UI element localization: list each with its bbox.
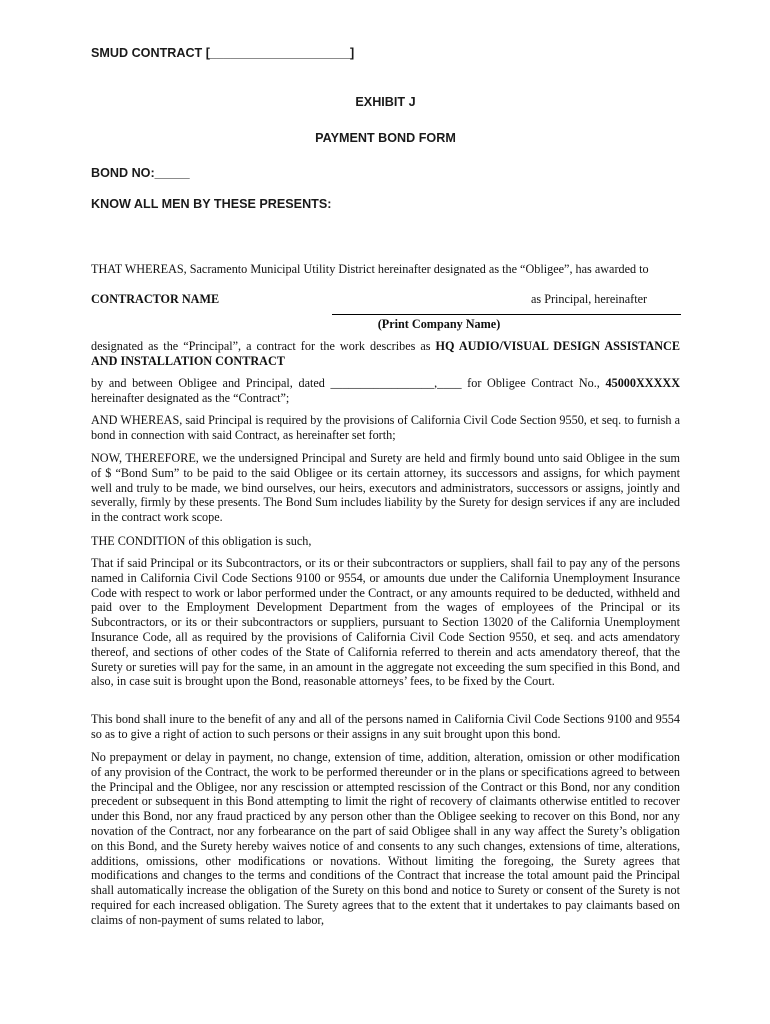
condition-paragraph: THE CONDITION of this obligation is such, bbox=[91, 534, 312, 548]
whereas-awarded-line: THAT WHEREAS, Sacramento Municipal Utility District hereinafter designated as the “Obligee”, has awarded to bbox=[91, 262, 649, 276]
contractor-name-label bbox=[91, 292, 219, 307]
contract-number-value: 45000XXXXX bbox=[605, 376, 680, 390]
that-if-paragraph: That if said Principal or its Subcontractors, or its or their subcontractors or suppliers, shall fail to pay any of the persons named in California Civil Code Sections 9100 or 9554, or amounts due under the California Unemployment Insurance Code with respect to work or labor performed under the Contract, or any amounts required to be deducted, withheld and paid over to the Employment Development Department from the wages of employees of the Principal or its Subcontractors, or its or their subcontractors or suppliers, pursuant to Section 13020 of the California Unemployment Insurance Code, all as required by the provisions of California Civil Code Section 9550, et seq. and acts amendatory thereof, and sections of other codes of the State of California referred to therein and acts amendatory thereof, that the Surety or sureties will pay for the same, in an amount in the aggregate not exceeding the sum specified in this Bond, and also, in case suit is brought upon the Bond, reasonable attorneys’ fees, to be fixed by the Court. bbox=[91, 556, 680, 689]
now-therefore-paragraph: NOW, THEREFORE, we the undersigned Principal and Surety are held and firmly bound unto said Obligee in the sum of $ “Bond Sum” to be paid to the said Obligee or its certain attorney, its successors and assigns, for which payment well and truly to be made, we bind ourselves, our heirs, executors and administrators, successors or assigns, jointly and severally, firmly by these presents. The Bond Sum includes liability by the Surety for design services if any are included in the contract work scope. bbox=[91, 451, 680, 525]
print-company-text: (Print Company Name) bbox=[377, 317, 501, 331]
designated-principal-paragraph bbox=[91, 339, 680, 369]
designated-text: designated as the “Principal”, a contract for the work describes as bbox=[91, 339, 436, 353]
exhibit-heading: EXHIBIT J bbox=[355, 95, 416, 109]
know-all-heading: KNOW ALL MEN BY THESE PRESENTS: bbox=[91, 197, 332, 211]
inure-paragraph: This bond shall inure to the benefit of any and all of the persons named in California Civil Code Sections 9100 and 9554 so as to give a right of action to such persons or their assigns in any suit brought upon this bond. bbox=[91, 712, 680, 741]
contract-number-label: SMUD CONTRACT [____________________] bbox=[91, 46, 355, 60]
as-principal-text: as Principal, hereinafter bbox=[531, 292, 648, 306]
contractor-name-text: CONTRACTOR NAME bbox=[91, 292, 220, 306]
form-title: PAYMENT BOND FORM bbox=[315, 131, 456, 145]
by-between-text: by and between Obligee and Principal, dated _________________,____ for Obligee Contract No., bbox=[91, 376, 606, 390]
company-name-underline bbox=[332, 314, 681, 315]
contract-title: HQ AUDIO/VISUAL DESIGN ASSISTANCE AND INSTALLATION CONTRACT bbox=[91, 339, 680, 368]
and-whereas-paragraph: AND WHEREAS, said Principal is required by the provisions of California Civil Code Section 9550, et seq. to furnish a bond in connection with said Contract, as hereinafter set forth; bbox=[91, 413, 680, 442]
bond-number-label: BOND NO:_____ bbox=[91, 166, 190, 180]
contract-designation-text: hereinafter designated as the “Contract”; bbox=[91, 390, 290, 405]
by-and-between-paragraph bbox=[91, 376, 680, 406]
no-prepayment-paragraph: No prepayment or delay in payment, no change, extension of time, addition, alteration, omission or other modification of any provision of the Contract, the work to be performed thereunder or in the plans or specifications agreed to between the Principal and the Obligee, nor any rescission or attempted rescission of the Contract or this Bond, nor any condition precedent or subsequent in this Bond attempting to limit the right of recovery of claimants otherwise entitled to recover under this Bond, nor any fraud practiced by any person other than the Obligee seeking to recover on this Bond, nor any novation of the Contract, nor any forbearance on the part of said Obligee shall in any way affect the Surety’s obligation on this Bond, and the Surety hereby waives notice of and consents to any such changes, extensions of time, alterations, additions, omissions, other modifications or novations. Without limiting the foregoing, the Surety agrees that modifications and changes to the terms and conditions of the Contract that increase the total amount paid the Principal shall automatically increase the obligation of the Surety on this bond and notice to Surety or consent of the Surety is not required for each increased obligation. The Surety agrees that to the extent that it undertakes to pay claimants based on claims of non-payment of sums related to labor, bbox=[91, 750, 680, 927]
print-company-caption bbox=[332, 317, 546, 332]
